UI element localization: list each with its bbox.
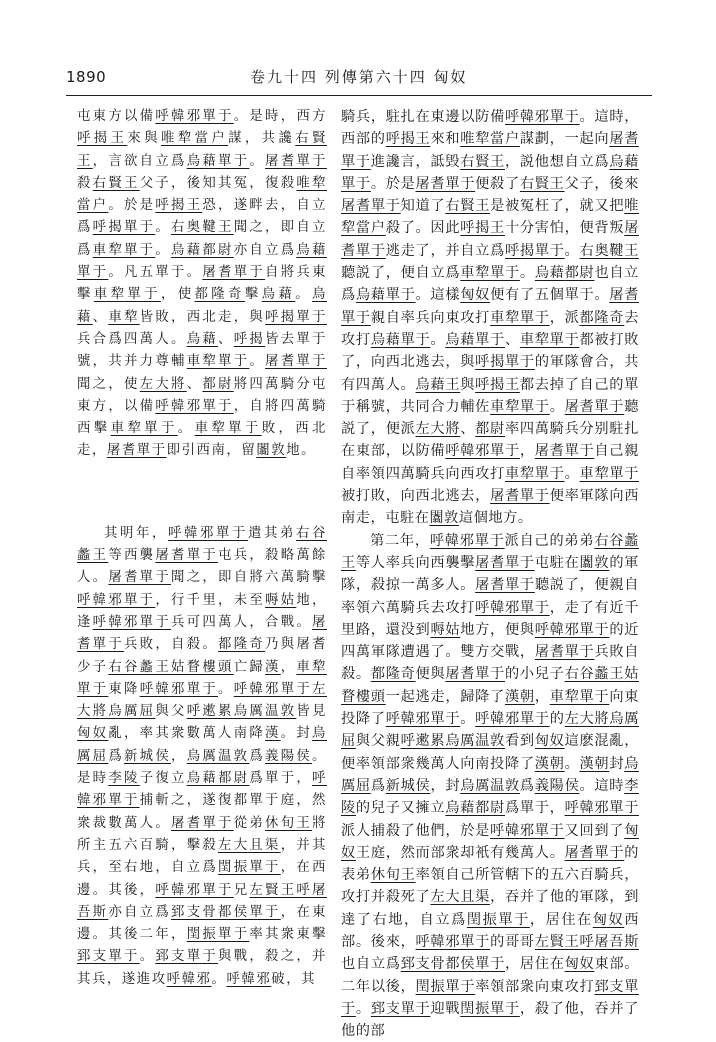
header-rule xyxy=(66,95,652,96)
translation-paragraph-1: 騎兵，駐扎在東邊以防備呼韓邪單于。這時，西部的呼揭王來和唯犂當户謀劃，一起向屠耆單于進讒言，詆毁右賢王，説他想自立爲烏藉單于。於是屠耆單于便殺了右賢王父子，後來屠耆單于知道了右賢王是被冤枉了，就又把唯犂當户殺了。因此呼揭王十分害怕，便背叛屠耆單于逃走了，并自立爲呼揭單于。右奥鞬王聽説了，便自立爲車犂單于。烏藉都尉也自立爲烏藉單于。這樣匈奴便有了五個單于。屠耆單于親自率兵向東攻打車犂單于，派都隆奇去攻打烏藉單于。烏藉單于、車犂單于都被打敗了，向西北逃去，與呼揭單于的軍隊會合，共有四萬人。烏藉王與呼揭王都去掉了自己的單于稱號，共同合力輔佐車犂單于。屠耆單于聽説了，便派左大將、都尉率四萬騎兵分别駐扎在東部，以防備呼韓邪單于，屠耆單于自己親自率領四萬騎兵向西攻打車犂單于。車犂單于被打敗，向西北逃去，屠耆單于便率軍隊向西南走，屯駐在闟敦這個地方。 xyxy=(341,109,640,527)
running-title: 卷九十四 列傳第六十四 匈奴 xyxy=(250,68,468,86)
page-number: 1890 xyxy=(66,68,107,86)
translation-column xyxy=(341,106,639,1042)
classical-paragraph-2: 其明年，呼韓邪單于遣其弟右谷蠡王等西襲屠耆單于屯兵，殺略萬餘人。屠耆單于聞之，即自將六萬騎擊呼韓邪單于，行千里，未至嗕姑地，逢呼韓邪單于兵可四萬人，合戰。屠耆單于兵敗，自殺。都隆奇乃與屠耆少子右谷蠡王姑瞀樓頭亡歸漢，車犂單于東降呼韓邪單于。呼韓邪單于左大將烏厲屈與父呼遬累烏厲温敦皆見匈奴亂，率其衆數萬人南降漢。封烏厲屈爲新城侯，烏厲温敦爲義陽侯。是時李陵子復立烏藉都尉爲單于，呼韓邪單于捕斬之，遂復都單于庭，然衆裁數萬人。屠耆單于從弟休旬王將所主五六百騎，擊殺左大且渠，并其兵，至右地，自立爲閏振單于，在西邊。其後，呼韓邪單于兄左賢王呼屠吾斯亦自立爲郅支骨都侯單于，在東邊。其後二年，閏振單于率其衆東擊郅支單于。郅支單于與戰，殺之，并其兵，遂進攻呼韓邪。呼韓邪破，其 xyxy=(77,525,328,987)
translation-paragraph-2: 第二年，呼韓邪單于派自己的弟弟右谷蠡王等人率兵向西襲擊屠耆單于屯駐在闟敦的軍隊，殺掠一萬多人。屠耆單于聽説了，便親自率領六萬騎兵去攻打呼韓邪單于，走了有近千里路，還没到嗕姑地方，便與呼韓邪單于的近四萬軍隊遭遇了。雙方交戰，屠耆單于兵敗自殺。都隆奇便與屠耆單于的小兒子右谷蠡王姑瞀樓頭一起逃走，歸降了漢朝，車犂單于向東投降了呼韓邪單于。呼韓邪單于的左大將烏厲屈與父親呼遬累烏厲温敦看到匈奴這麽混亂，便率領部衆幾萬人向南投降了漢朝。漢朝封烏厲屈爲新城侯，封烏厲温敦爲義陽侯。這時李陵的兒子又擁立烏藉都尉爲單于，呼韓邪單于派人捕殺了他們，於是呼韓邪單于又回到了匈奴王庭，然而部衆却衹有幾萬人。屠耆單于的表弟休旬王率領自己所管轄下的五六百騎兵，攻打并殺死了左大且渠，吞并了他的軍隊，到達了右地，自立爲閏振單于，居住在匈奴西部。後來，呼韓邪單于的哥哥左賢王呼屠吾斯也自立爲郅支骨都侯單于，居住在匈奴東部。二年以後，閏振單于率領部衆向東攻打郅支單于。郅支單于迎戰閏振單于，殺了他，吞并了他的部 xyxy=(341,532,640,1040)
page-header xyxy=(60,66,660,90)
classical-text-column xyxy=(77,106,327,991)
classical-paragraph-1: 屯東方以備呼韓邪單于。是時，西方呼揭王來與唯犂當户謀，共讒右賢王，言欲自立爲烏藉單于。屠耆單于殺右賢王父子，後知其冤，復殺唯犂當户。於是呼揭王恐，遂畔去，自立爲呼揭單于。右奥鞬王聞之，即自立爲車犂單于。烏藉都尉亦自立爲烏藉單于。凡五單于。屠耆單于自將兵東擊車犂單于，使都隆奇擊烏藉。烏藉、車犂皆敗，西北走，與呼揭單于兵合爲四萬人。烏藉、呼揭皆去單于號，共并力尊輔車犂單于。屠耆單于聞之，使左大將、都尉將四萬騎分屯東方，以備呼韓邪單于，自將四萬騎西擊車犂單于。車犂單于敗，西北走，屠耆單于即引西南，留闟敦地。 xyxy=(77,109,328,459)
